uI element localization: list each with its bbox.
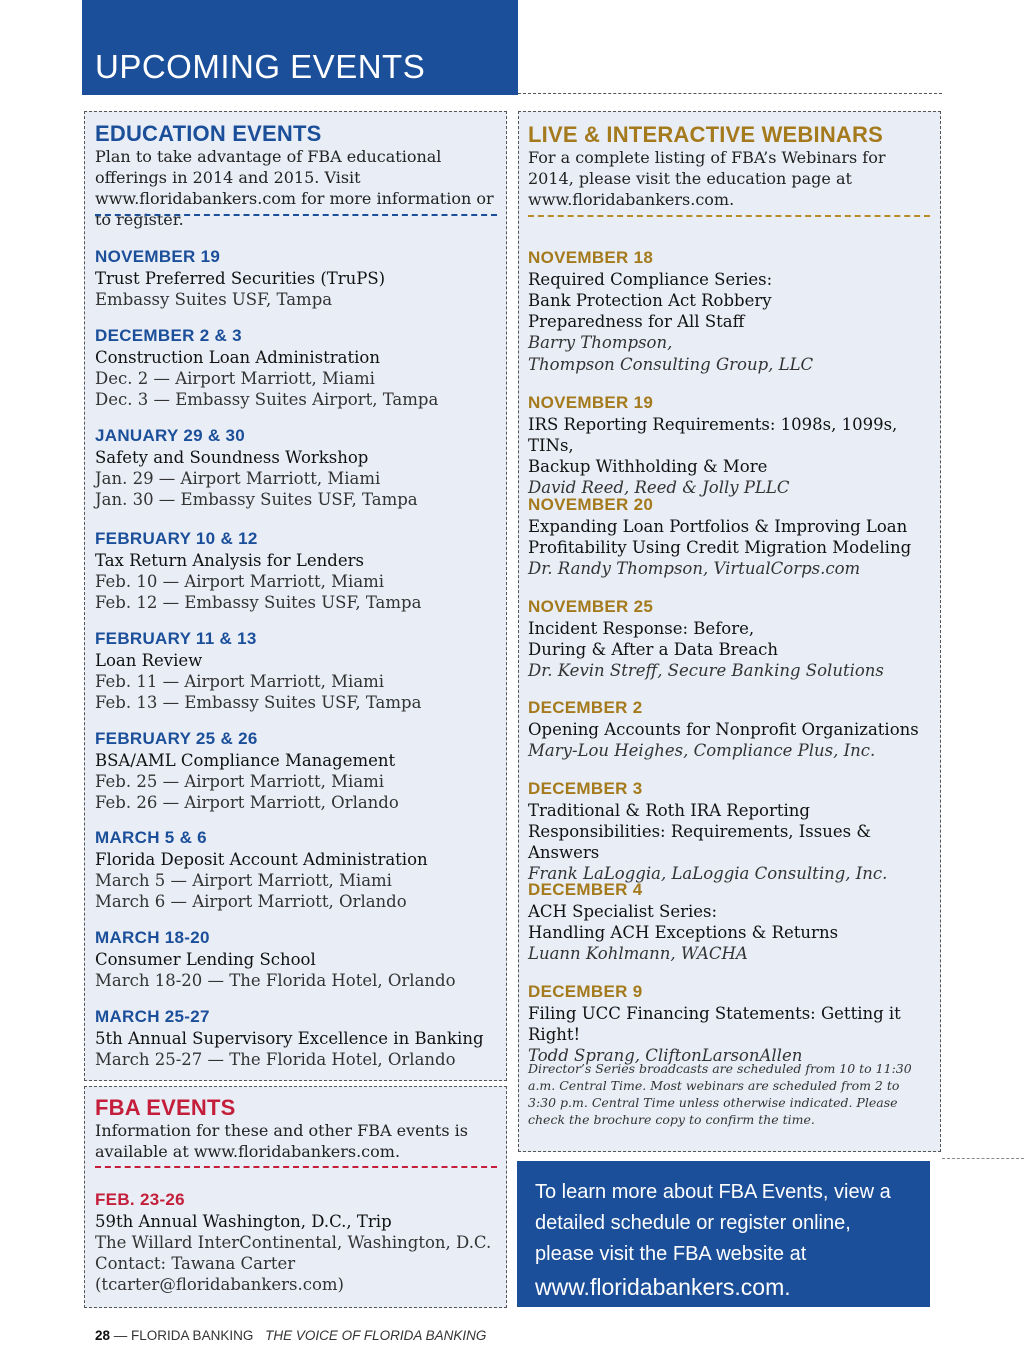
event-location: March 6 — Airport Marriott, Orlando xyxy=(95,892,407,911)
event-speaker: Thompson Consulting Group, LLC xyxy=(528,355,814,374)
fba-heading: FBA EVENTS xyxy=(95,1095,236,1120)
event-title: Responsibilities: Requirements, Issues & Answers xyxy=(528,822,872,862)
panel-divider xyxy=(942,1158,1024,1159)
education-event xyxy=(95,628,500,713)
event-date: MARCH 5 & 6 xyxy=(95,828,207,847)
education-event xyxy=(95,728,500,813)
event-speaker: David Reed, Reed & Jolly PLLC xyxy=(528,478,790,497)
event-speaker: Mary-Lou Heighes, Compliance Plus, Inc. xyxy=(528,741,876,760)
event-date: DECEMBER 2 & 3 xyxy=(95,326,242,345)
event-location: Embassy Suites USF, Tampa xyxy=(95,290,333,309)
event-title: Backup Withholding & More xyxy=(528,457,768,476)
event-speaker: Dr. Kevin Streff, Secure Banking Solutions xyxy=(528,661,884,680)
event-title: 59th Annual Washington, D.C., Trip xyxy=(95,1212,392,1231)
event-date: FEBRUARY 25 & 26 xyxy=(95,729,258,748)
webinars-divider xyxy=(528,215,930,217)
event-contact-email: (tcarter@floridabankers.com) xyxy=(95,1275,344,1294)
fba-intro: Information for these and other FBA events is available at www.floridabankers.com. xyxy=(95,1121,468,1161)
event-date: DECEMBER 2 xyxy=(528,698,643,717)
event-title: Traditional & Roth IRA Reporting xyxy=(528,801,810,820)
webinar-event xyxy=(528,879,933,965)
event-location: March 25-27 — The Florida Hotel, Orlando xyxy=(95,1050,456,1069)
event-title: Profitability Using Credit Migration Modeling xyxy=(528,538,912,557)
webinars-heading: LIVE & INTERACTIVE WEBINARS xyxy=(528,122,883,147)
education-divider xyxy=(95,214,497,216)
cta-website-link[interactable]: www.floridabankers.com. xyxy=(535,1274,791,1300)
event-title: Handling ACH Exceptions & Returns xyxy=(528,923,839,942)
publication-tagline: THE VOICE OF FLORIDA BANKING xyxy=(265,1328,487,1343)
event-date: JANUARY 29 & 30 xyxy=(95,426,246,445)
page-number: 28 xyxy=(95,1328,111,1343)
event-title: IRS Reporting Requirements: 1098s, 1099s, TINs, xyxy=(528,415,898,455)
education-event xyxy=(95,528,500,613)
event-location: Feb. 10 — Airport Marriott, Miami xyxy=(95,572,385,591)
webinar-event xyxy=(528,247,933,376)
event-location: Dec. 2 — Airport Marriott, Miami xyxy=(95,369,375,388)
event-date: MARCH 18-20 xyxy=(95,928,210,947)
event-date: NOVEMBER 20 xyxy=(528,495,654,514)
webinar-time-note: Director’s Series broadcasts are scheduled from 10 to 11:30 a.m. Central Time. Most webinars are scheduled from 2 to 3:30 p.m. Central Time unless otherwise indicated. Please check the brochure copy to confirm the time. xyxy=(528,1061,912,1127)
publication-name: — FLORIDA BANKING xyxy=(113,1328,254,1343)
event-location: Jan. 29 — Airport Marriott, Miami xyxy=(95,469,381,488)
event-location: Feb. 11 — Airport Marriott, Miami xyxy=(95,672,385,691)
event-title: Filing UCC Financing Statements: Getting it Right! xyxy=(528,1004,901,1044)
event-date: MARCH 25-27 xyxy=(95,1007,210,1026)
event-location: Dec. 3 — Embassy Suites Airport, Tampa xyxy=(95,390,439,409)
event-venue: The Willard InterContinental, Washington, D.C. xyxy=(95,1233,492,1252)
event-speaker: Luann Kohlmann, WACHA xyxy=(528,944,748,963)
event-speaker: Dr. Randy Thompson, VirtualCorps.com xyxy=(528,559,861,578)
event-date: FEBRUARY 10 & 12 xyxy=(95,529,258,548)
event-speaker: Todd Sprang, CliftonLarsonAllen xyxy=(528,1046,803,1065)
education-intro: Plan to take advantage of FBA educational offerings in 2014 and 2015. Visit www.floridabankers.com for more information or to register. xyxy=(95,147,494,229)
event-date: FEBRUARY 11 & 13 xyxy=(95,629,257,648)
event-location: Feb. 12 — Embassy Suites USF, Tampa xyxy=(95,593,422,612)
event-title: Opening Accounts for Nonprofit Organizations xyxy=(528,720,919,739)
event-speaker: Barry Thompson, xyxy=(528,333,673,352)
education-event xyxy=(95,425,500,510)
event-speaker: Frank LaLoggia, LaLoggia Consulting, Inc. xyxy=(528,864,888,883)
event-title: Safety and Soundness Workshop xyxy=(95,448,369,467)
webinars-intro: For a complete listing of FBA’s Webinars for 2014, please visit the education page at www.floridabankers.com. xyxy=(528,148,886,209)
education-heading: EDUCATION EVENTS xyxy=(95,121,322,146)
event-date: NOVEMBER 18 xyxy=(528,248,654,267)
event-title: ACH Specialist Series: xyxy=(528,902,718,921)
event-date: DECEMBER 3 xyxy=(528,779,643,798)
event-location: Feb. 25 — Airport Marriott, Miami xyxy=(95,772,385,791)
event-date: NOVEMBER 25 xyxy=(528,597,654,616)
event-title: BSA/AML Compliance Management xyxy=(95,751,396,770)
event-title: Trust Preferred Securities (TruPS) xyxy=(95,269,386,288)
event-title: During & After a Data Breach xyxy=(528,640,778,659)
event-title: Consumer Lending School xyxy=(95,950,316,969)
event-contact: Contact: Tawana Carter xyxy=(95,1254,296,1273)
event-title: Construction Loan Administration xyxy=(95,348,380,367)
event-title: Florida Deposit Account Administration xyxy=(95,850,428,869)
fba-divider xyxy=(95,1166,497,1168)
webinar-event xyxy=(528,392,933,499)
webinar-event xyxy=(528,981,933,1067)
event-title: Tax Return Analysis for Lenders xyxy=(95,551,364,570)
event-date: FEB. 23-26 xyxy=(95,1190,185,1209)
webinar-event xyxy=(528,596,933,682)
event-title: Loan Review xyxy=(95,651,203,670)
fba-event xyxy=(95,1189,500,1295)
event-title: Required Compliance Series: xyxy=(528,270,773,289)
education-event xyxy=(95,1006,500,1070)
event-date: NOVEMBER 19 xyxy=(95,247,221,266)
education-event xyxy=(95,246,500,310)
event-date: DECEMBER 4 xyxy=(528,880,643,899)
cta-box xyxy=(517,1161,930,1307)
event-location: Feb. 13 — Embassy Suites USF, Tampa xyxy=(95,693,422,712)
event-location: Jan. 30 — Embassy Suites USF, Tampa xyxy=(95,490,418,509)
event-location: March 18-20 — The Florida Hotel, Orlando xyxy=(95,971,456,990)
cta-text: To learn more about FBA Events, view a detailed schedule or register online, please visit the FBA website at xyxy=(535,1181,891,1265)
event-title: Expanding Loan Portfolios & Improving Loan xyxy=(528,517,908,536)
header-divider xyxy=(518,93,942,94)
event-title: Bank Protection Act Robbery xyxy=(528,291,772,310)
education-event xyxy=(95,927,500,991)
event-title: Preparedness for All Staff xyxy=(528,312,745,331)
event-title: 5th Annual Supervisory Excellence in Banking xyxy=(95,1029,484,1048)
event-location: Feb. 26 — Airport Marriott, Orlando xyxy=(95,793,399,812)
webinar-event xyxy=(528,778,933,885)
webinar-event xyxy=(528,697,933,762)
webinar-event xyxy=(528,494,933,580)
page-title: UPCOMING EVENTS xyxy=(95,48,426,85)
event-location: March 5 — Airport Marriott, Miami xyxy=(95,871,392,890)
education-event xyxy=(95,325,500,410)
event-date: DECEMBER 9 xyxy=(528,982,643,1001)
page-footer xyxy=(95,1328,486,1343)
education-event xyxy=(95,827,500,912)
event-date: NOVEMBER 19 xyxy=(528,393,654,412)
event-title: Incident Response: Before, xyxy=(528,619,755,638)
